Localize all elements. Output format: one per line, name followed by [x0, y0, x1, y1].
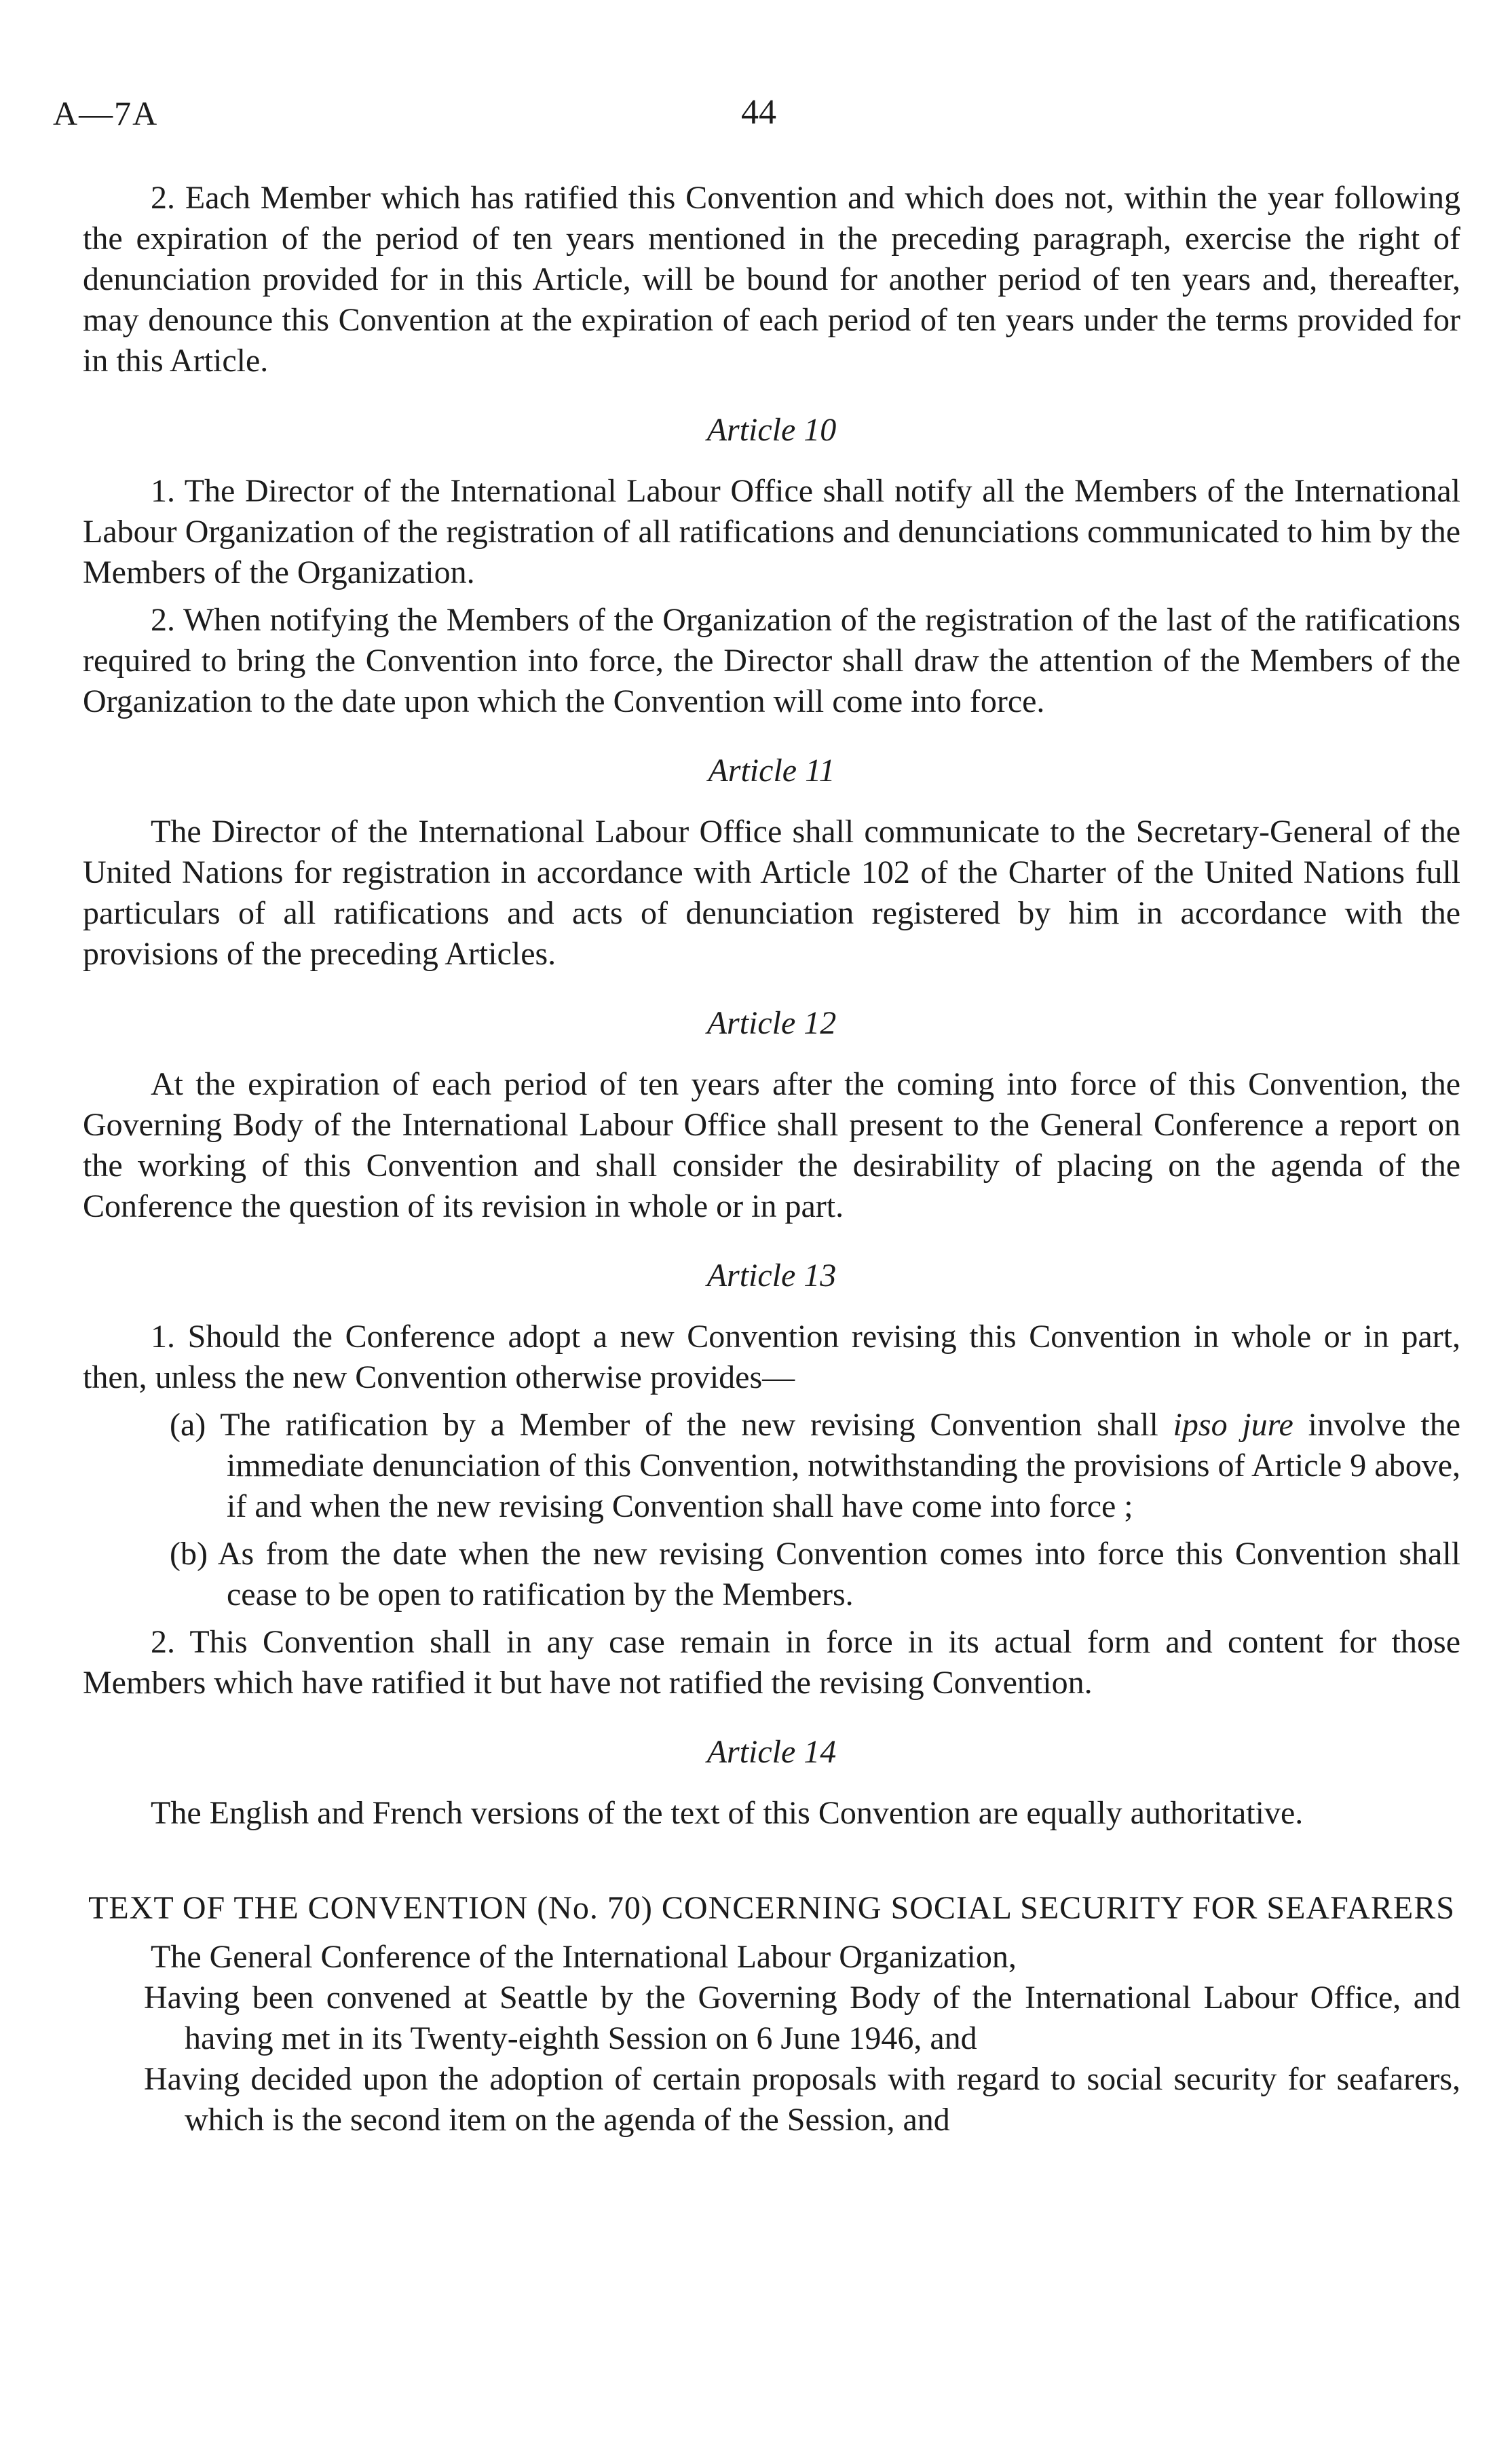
- article13-item-a: [83, 1405, 1460, 1527]
- article13-paragraph-1: 1. Should the Conference adopt a new Convention revising this Convention in whole or in part, then, unless the new Convention otherwise provides—: [83, 1319, 1460, 1395]
- convention-70-title: TEXT OF THE CONVENTION (No. 70) CONCERNING SOCIAL SECURITY FOR SEAFARERS: [88, 1890, 1455, 1926]
- item-a-latin-term: ipso jure: [1173, 1407, 1293, 1443]
- article13-item-b: [83, 1534, 1460, 1615]
- item-b-text: As from the date when the new revising Convention comes into force this Convention shall cease to be open to ratification by the Members.: [217, 1536, 1460, 1612]
- item-b-label: (b): [170, 1536, 208, 1572]
- item-a-text-start: The ratification by a Member of the new revising Convention shall: [220, 1407, 1173, 1443]
- article10-heading: Article 10: [706, 412, 837, 448]
- convention-70-recital-1: Having been convened at Seattle by the Governing Body of the International Labour Office, and having met in its Twenty-eighth Session on 6 June 1946, and: [144, 1980, 1460, 2056]
- article14-paragraph: The English and French versions of the text of this Convention are equally authoritative.: [151, 1795, 1304, 1831]
- item-a-label: (a): [170, 1407, 206, 1443]
- convention-70-recital-2: Having decided upon the adoption of certain proposals with regard to social security for seafarers, which is the second item on the agenda of the Session, and: [144, 2061, 1460, 2138]
- item-a-text-end: involve the immediate denunciation of this Convention, notwithstanding the provisions of Article 9 above, if and when the new revising Convention shall have come into force ;: [227, 1407, 1461, 1524]
- article10-paragraph-1: 1. The Director of the International Labour Office shall notify all the Members of the International Labour Organization of the registration of all ratifications and denunciations communicated to him by the Members of the Organization.: [83, 473, 1460, 590]
- article14-heading: Article 14: [706, 1734, 837, 1770]
- article11-heading: Article 11: [708, 753, 835, 789]
- article11-paragraph: The Director of the International Labour Office shall communicate to the Secretary-General of the United Nations for registration in accordance with Article 102 of the Charter of the United Nations full particulars of all ratifications and acts of denunciation registered by him in accordance with the provisions of the preceding Articles.: [83, 814, 1460, 972]
- article13-paragraph-2: 2. This Convention shall in any case remain in force in its actual form and content for those Members which have ratified it but have not ratified the revising Convention.: [83, 1624, 1460, 1701]
- article12-heading: Article 12: [706, 1005, 837, 1041]
- article10-paragraph-2: 2. When notifying the Members of the Organization of the registration of the last of the ratifications required to bring the Convention into force, the Director shall draw the attention of the Members of the Organization to the date upon which the Convention will come into force.: [83, 602, 1460, 719]
- article12-paragraph: At the expiration of each period of ten years after the coming into force of this Convention, the Governing Body of the International Labour Office shall present to the General Conference a report on the working of this Convention and shall consider the desirability of placing on the agenda of the Conference the question of its revision in whole or in part.: [83, 1066, 1460, 1224]
- article9-paragraph-2: 2. Each Member which has ratified this Convention and which does not, within the year following the expiration of the period of ten years mentioned in the preceding paragraph, exercise the right of denunciation provided for in this Article, will be bound for another period of ten years and, thereafter, may denounce this Convention at the expiration of each period of ten years under the terms provided for in this Article.: [83, 180, 1460, 379]
- article13-heading: Article 13: [706, 1258, 837, 1294]
- document-reference: A—7A: [53, 94, 159, 132]
- page-body: [83, 178, 1460, 2140]
- page-number: 44: [741, 93, 776, 132]
- convention-70-intro: The General Conference of the International Labour Organization,: [151, 1939, 1017, 1975]
